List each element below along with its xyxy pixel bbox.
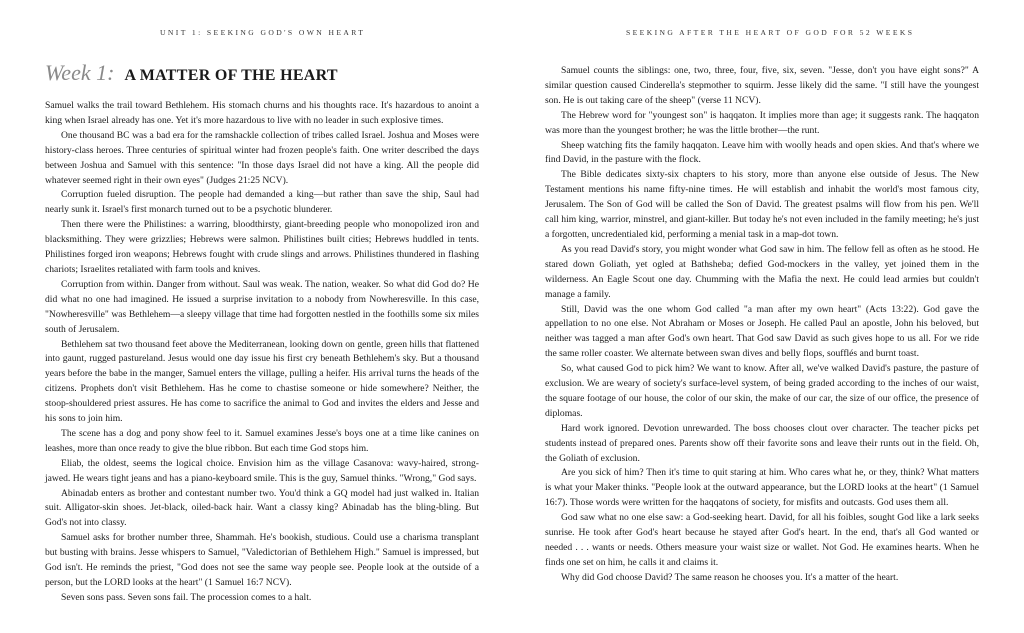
right-page-body xyxy=(545,64,979,586)
paragraph: Sheep watching fits the family haqqaton. Leave him with woolly heads and open skies. And that's where we find David, in the pasture with the flock. xyxy=(545,139,979,166)
paragraph: The scene has a dog and pony show feel to it. Samuel examines Jesse's boys one at a time like canines on leashes, more than once ready to give the blue ribbon. But each time God stops him. xyxy=(45,427,479,454)
paragraph: Abinadab enters as brother and contestant number two. You'd think a GQ model had just walked in. Italian suit. Alligator-skin shoes. Jet-black, oiled-back hair. Want a classy king? Abinadab has the bling-bling. But God's not into classy. xyxy=(45,487,479,529)
paragraph: As you read David's story, you might wonder what God saw in him. The fellow fell as often as he stood. He stared down Goliath, yet ogled at Bathsheba; defied God-mockers in the valley, yet joined them in the wilderness. An Eagle Scout one day. Chumming with the Mafia the next. He could lead armies but couldn't manage a family. xyxy=(545,243,979,300)
paragraph: One thousand BC was a bad era for the ramshackle collection of tribes called Israel. Joshua and Moses were history-class heroes. Three centuries of spiritual winter had frozen people's faith. One writer described the days between Joshua and Samuel with this sentence: "In those days Israel did not have a king. All the people did whatever seemed right in their own eyes" (Judges 21:25 NCV). xyxy=(45,129,479,186)
left-page xyxy=(45,58,479,606)
paragraph: Samuel counts the siblings: one, two, three, four, five, six, seven. "Jesse, don't you have eight sons?" A similar question caused Cinderella's stepmother to squirm. Jesse likely did the same. "I still have the youngest son. He is out taking care of the sheep" (verse 11 NCV). xyxy=(545,65,979,106)
chapter-subtitle: A MATTER OF THE HEART xyxy=(124,67,338,84)
running-head-right: SEEKING AFTER THE HEART OF GOD FOR 52 WEEKS xyxy=(626,28,915,37)
paragraph: Samuel asks for brother number three, Shammah. He's bookish, studious. Could use a charisma transplant but busting with brains. Jesse whispers to Samuel, "Valedictorian of Bethlehem High." Samuel is impressed, but God isn't. He reminds the priest, "God does not see the same way people see. People look at the outside of a person, but the LORD looks at the heart" (1 Samuel 16:7 NCV). xyxy=(45,532,479,588)
right-page xyxy=(545,64,979,586)
paragraph: Samuel walks the trail toward Bethlehem. His stomach churns and his thoughts race. It's hazardous to anoint a king when Israel already has one. Yet it's more hazardous to live with no leader in such explosive times. xyxy=(45,100,479,126)
running-head-left: UNIT 1: SEEKING GOD'S OWN HEART xyxy=(160,28,366,37)
paragraph: Corruption fueled disruption. The people had demanded a king—but rather than save the ship, Saul had nearly sunk it. Israel's first monarch turned out to be a psychotic blunderer. xyxy=(45,189,479,216)
chapter-title xyxy=(45,58,479,87)
paragraph: Then there were the Philistines: a warring, bloodthirsty, giant-breeding people who monopolized iron and blacksmithing. They were grizzlies; Hebrews were salmon. Philistines built cities; Hebrews huddled in tents. Philistines forged iron weapons; Hebrews fought with crude slings and arrows. Philistines thundered in flashing chariots; Israelites retaliated with farm tools and knives. xyxy=(45,219,479,275)
paragraph: Eliab, the oldest, seems the logical choice. Envision him as the village Casanova: wavy-haired, strong-jawed. He wears tight jeans and has a piano-keyboard smile. This is the guy, Samuel thinks. "Wrong," God says. xyxy=(45,457,479,484)
paragraph: Are you sick of him? Then it's time to quit staring at him. Who cares what he, or they, think? What matters is what your Maker thinks. "People look at the outward appearance, but the LORD looks at the heart" (1 Samuel 16:7). Those words were written for the haqqatons of society, for misfits and outcasts. God uses them all. xyxy=(545,467,979,509)
paragraph: Still, David was the one whom God called "a man after my own heart" (Acts 13:22). God gave the appellation to no one else. Not Abraham or Moses or Joseph. He called Paul an apostle, John his beloved, but neither was tagged a man after God's own heart. That God saw David as such gives hope to us all. For we ride the same roller coaster. We alternate between swan dives and belly flops, soufflés and burnt toast. xyxy=(545,303,979,360)
left-page-body xyxy=(45,99,479,606)
paragraph: So, what caused God to pick him? We want to know. After all, we've walked David's pasture, the pasture of exclusion. We are weary of society's surface-level system, of being graded according to the inches of our waist, the square footage of our house, the color of our skin, the make of our car, the size of our office, the presence of diplomas. xyxy=(545,363,979,419)
paragraph: God saw what no one else saw: a God-seeking heart. David, for all his foibles, sought God like a lark seeks sunrise. He took after God's heart because he stayed after God's heart. In the end, that's all God wanted or needed . . . wants or needs. Others measure your waist size or wallet. Not God. He examines hearts. When he finds one set on him, he calls it and claims it. xyxy=(545,512,979,568)
paragraph: Bethlehem sat two thousand feet above the Mediterranean, looking down on gentle, green hills that flattened into gaunt, rugged pastureland. Jesus would one day issue his first cry beneath Bethlehem's sky. But a thousand years before the babe in the manger, Samuel enters the village, pulling a heifer. His arrival turns the heads of the citizens. Prophets don't visit Bethlehem. Has he come to chastise someone or hide somewhere? Neither, the stoop-shouldered priest assures. He has come to sacrifice the animal to God and invites the elders and Jesse and his sons to join him. xyxy=(45,338,479,425)
paragraph: The Hebrew word for "youngest son" is haqqaton. It implies more than age; it suggests rank. The haqqaton was more than the youngest brother; he was the little brother—the runt. xyxy=(545,109,979,136)
paragraph: Why did God choose David? The same reason he chooses you. It's a matter of the heart. xyxy=(561,571,899,583)
chapter-week-label: Week 1: xyxy=(45,60,115,85)
paragraph: Seven sons pass. Seven sons fail. The procession comes to a halt. xyxy=(61,591,312,603)
paragraph: Hard work ignored. Devotion unrewarded. The boss chooses clout over character. The teacher picks pet students instead of prepared ones. Parents show off their favorite sons and leave their runts out in the field. Oh, the Goliath of exclusion. xyxy=(545,422,979,464)
paragraph: Corruption from within. Danger from without. Saul was weak. The nation, weaker. So what did God do? He did what no one had imagined. He issued a surprise invitation to a nobody from Nowheresville. In this case, "Nowheresville" was Bethlehem—a sleepy village that time had forgotten nestled in the foothills some six miles south of Jerusalem. xyxy=(45,278,479,335)
paragraph: The Bible dedicates sixty-six chapters to his story, more than anyone else outside of Jesus. The New Testament mentions his name fifty-nine times. He will establish and inhabit the world's most famous city, Jerusalem. The Son of God will be called the Son of David. The greatest psalms will flow from his pen. We'll call him king, warrior, minstrel, and giant-killer. But today he's not even included in the family meeting; he's just a forgotten, uncredentialed kid, performing a menial task in a map-dot town. xyxy=(545,169,979,240)
